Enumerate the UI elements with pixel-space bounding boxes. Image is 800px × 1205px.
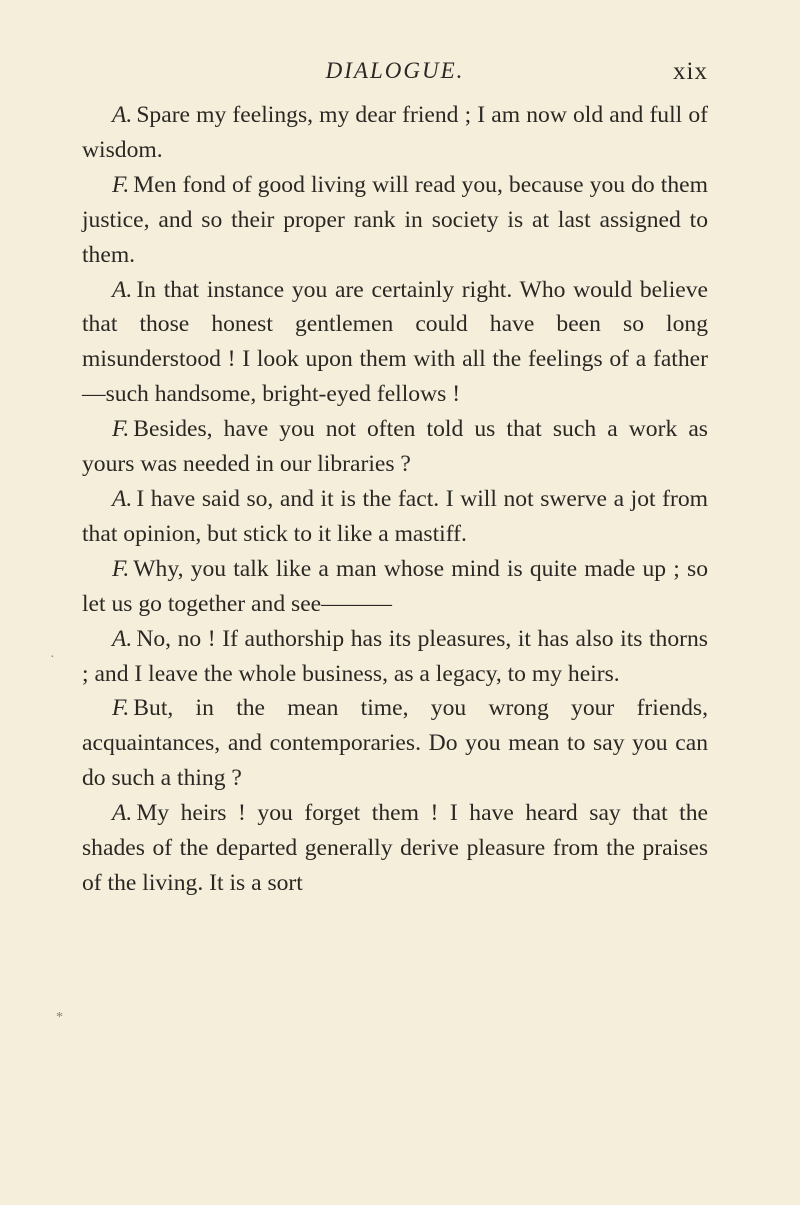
- speaker-label: A.: [112, 276, 133, 303]
- speaker-label: F.: [112, 416, 130, 443]
- speaker-label: A.: [112, 102, 133, 128]
- dialogue-paragraph: [82, 622, 708, 692]
- paragraph-text: No, no ! If authorship has its pleasures, it has also its thorns ; and I leave the whole business, as a legacy, to my heirs.: [82, 625, 708, 687]
- dialogue-paragraph: [82, 691, 708, 796]
- speaker-label: A.: [112, 485, 133, 512]
- speaker-label: F.: [112, 171, 130, 198]
- dialogue-paragraph: [82, 482, 708, 552]
- paragraph-text: My heirs ! you forget them ! I have heard say that the shades of the departed generally derive pleasure from the praises of the living. It is a sort: [82, 800, 708, 896]
- dialogue-paragraph: [82, 412, 708, 482]
- paragraph-text: Why, you talk like a man whose mind is quite made up ; so let us go together and see———: [82, 555, 708, 617]
- page-header: [82, 58, 708, 94]
- speaker-label: F.: [112, 695, 130, 722]
- dialogue-paragraph: [82, 796, 708, 901]
- paper-speck: *: [56, 1010, 63, 1025]
- speaker-label: A.: [112, 625, 133, 652]
- paragraph-text: In that instance you are certainly right. Who would believe that those honest gentlemen could have been so long misunderstood ! I look upon them with all the feelings of a father—such handsome, bright-eyed fellows !: [82, 276, 708, 408]
- dialogue-paragraph: [82, 98, 708, 168]
- page-number: xix: [673, 58, 708, 85]
- paragraph-text: Besides, have you not often told us that such a work as yours was needed in our libraries ?: [82, 416, 708, 478]
- dialogue-paragraph: [82, 168, 708, 273]
- paragraph-text: Men fond of good living will read you, because you do them justice, and so their proper rank in society is at last assigned to them.: [82, 171, 708, 268]
- paragraph-text: Spare my feelings, my dear friend ; I am now old and full of wisdom.: [82, 102, 708, 163]
- body-text: [82, 98, 708, 901]
- dialogue-paragraph: [82, 552, 708, 622]
- speaker-label: F.: [112, 555, 130, 582]
- paragraph-text: But, in the mean time, you wrong your friends, acquaintances, and contemporaries. Do you mean to say you can do such a thing ?: [82, 695, 708, 792]
- speaker-label: A.: [112, 800, 133, 827]
- paper-speck: ·: [50, 650, 55, 665]
- dialogue-paragraph: [82, 273, 708, 413]
- paragraph-text: I have said so, and it is the fact. I will not swerve a jot from that opinion, but stick to it like a mastiff.: [82, 485, 708, 547]
- running-head: DIALOGUE.: [325, 58, 465, 83]
